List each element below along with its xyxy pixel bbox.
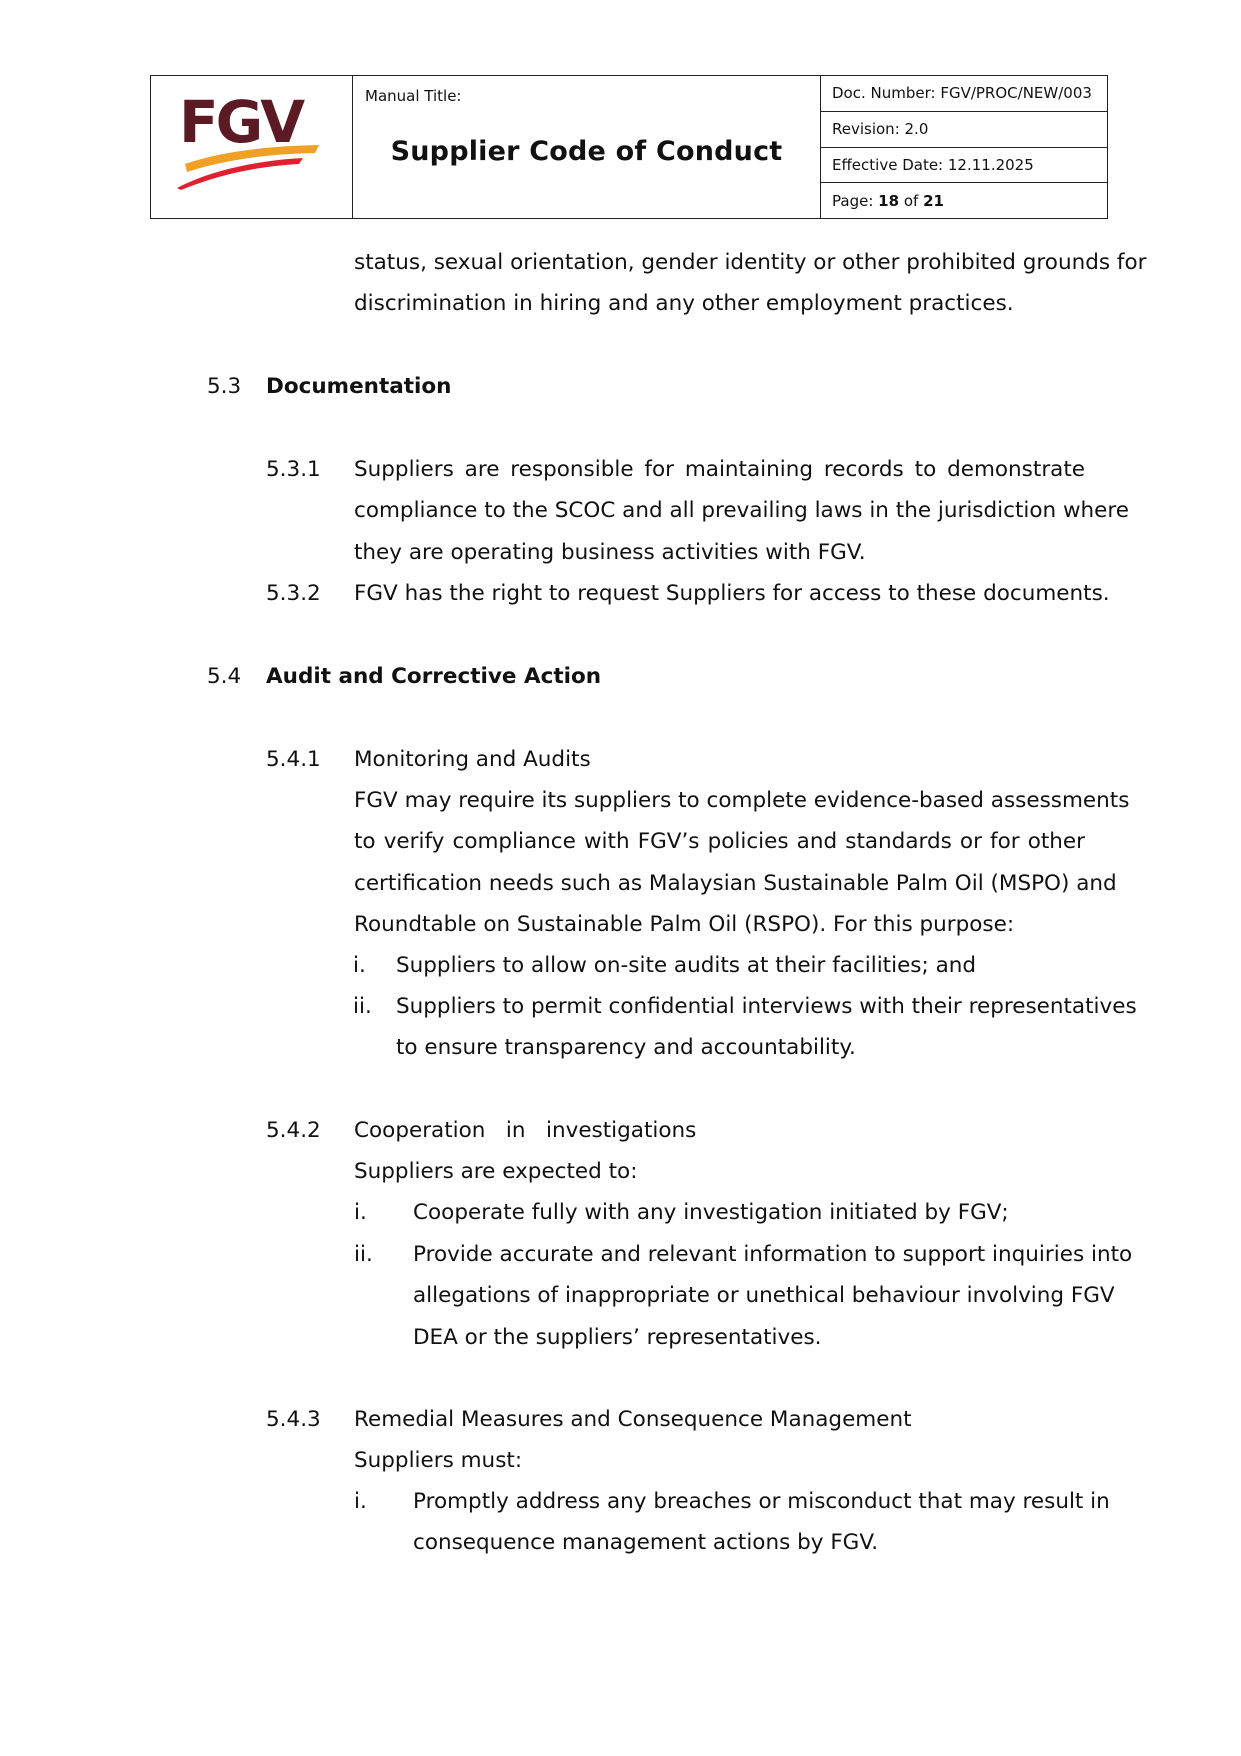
item-text: FGV may require its suppliers to complete evidence-based assessments to verify compliance with FGV’s policies and standards or for other certification needs such as Malaysian Sustainable Palm Oil (MSPO) and Roundtable on Sustainable Palm Oil (RSPO). For this purpose: [354,788,1130,937]
list-marker: i. [354,1489,367,1514]
manual-title: Supplier Code of Conduct [390,136,783,167]
item-number: 5.3.2 [266,581,321,606]
section-number: 5.4 [207,664,242,689]
list-item: Suppliers to permit confidential interviews with their representatives to ensure transparency and accountability. [396,994,1137,1061]
doc-number: Doc. Number: FGV/PROC/NEW/003 [821,76,1107,112]
item-title: Cooperation in investigations [354,1118,697,1143]
section-heading: Audit and Corrective Action [266,664,602,689]
page-total: 21 [923,191,944,210]
effective-date: Effective Date: 12.11.2025 [821,148,1107,184]
list-marker: ii. [354,1242,373,1267]
intro-paragraph: status, sexual orientation, gender identity or other prohibited grounds for discrimination in hiring and any other employment practices. [354,250,1147,317]
list-item: Provide accurate and relevant information to support inquiries into allegations of inappropriate or unethical behaviour involving FGV DEA or the suppliers’ representatives. [413,1242,1133,1350]
item-intro: Suppliers are expected to: [354,1159,638,1184]
logo-cell [151,76,353,218]
item-number: 5.3.1 [266,457,321,482]
document-header [150,75,1108,219]
document-meta [821,76,1107,218]
list-marker: i. [353,953,366,978]
item-intro: Suppliers must: [354,1448,523,1473]
item-number: 5.4.1 [266,747,321,772]
item-title: Remedial Measures and Consequence Management [354,1407,912,1432]
item-text: FGV has the right to request Suppliers for access to these documents. [354,581,1110,606]
item-text: Suppliers are responsible for maintaining records to demonstrate compliance to the SCOC and all prevailing laws in the jurisdiction where they are operating business activities with FGV. [354,457,1129,565]
item-title: Monitoring and Audits [354,747,591,772]
manual-title-cell [353,76,821,218]
page-indicator: Page: 18 of 21 [832,191,944,210]
list-item: Promptly address any breaches or misconduct that may result in consequence management actions by FGV. [413,1489,1110,1556]
item-number: 5.4.2 [266,1118,321,1143]
manual-title-label: Manual Title: [365,87,462,105]
page-current: 18 [878,191,900,210]
section-heading: Documentation [266,374,452,399]
fgv-logo [175,90,325,190]
list-item: Suppliers to allow on-site audits at their facilities; and [396,953,977,978]
list-item: Cooperate fully with any investigation initiated by FGV; [413,1200,1009,1225]
list-marker: i. [354,1200,367,1225]
item-number: 5.4.3 [266,1407,321,1432]
revision: Revision: 2.0 [821,112,1107,148]
list-marker: ii. [353,994,372,1019]
svg-text:FGV: FGV [179,90,303,156]
section-number: 5.3 [207,374,242,399]
